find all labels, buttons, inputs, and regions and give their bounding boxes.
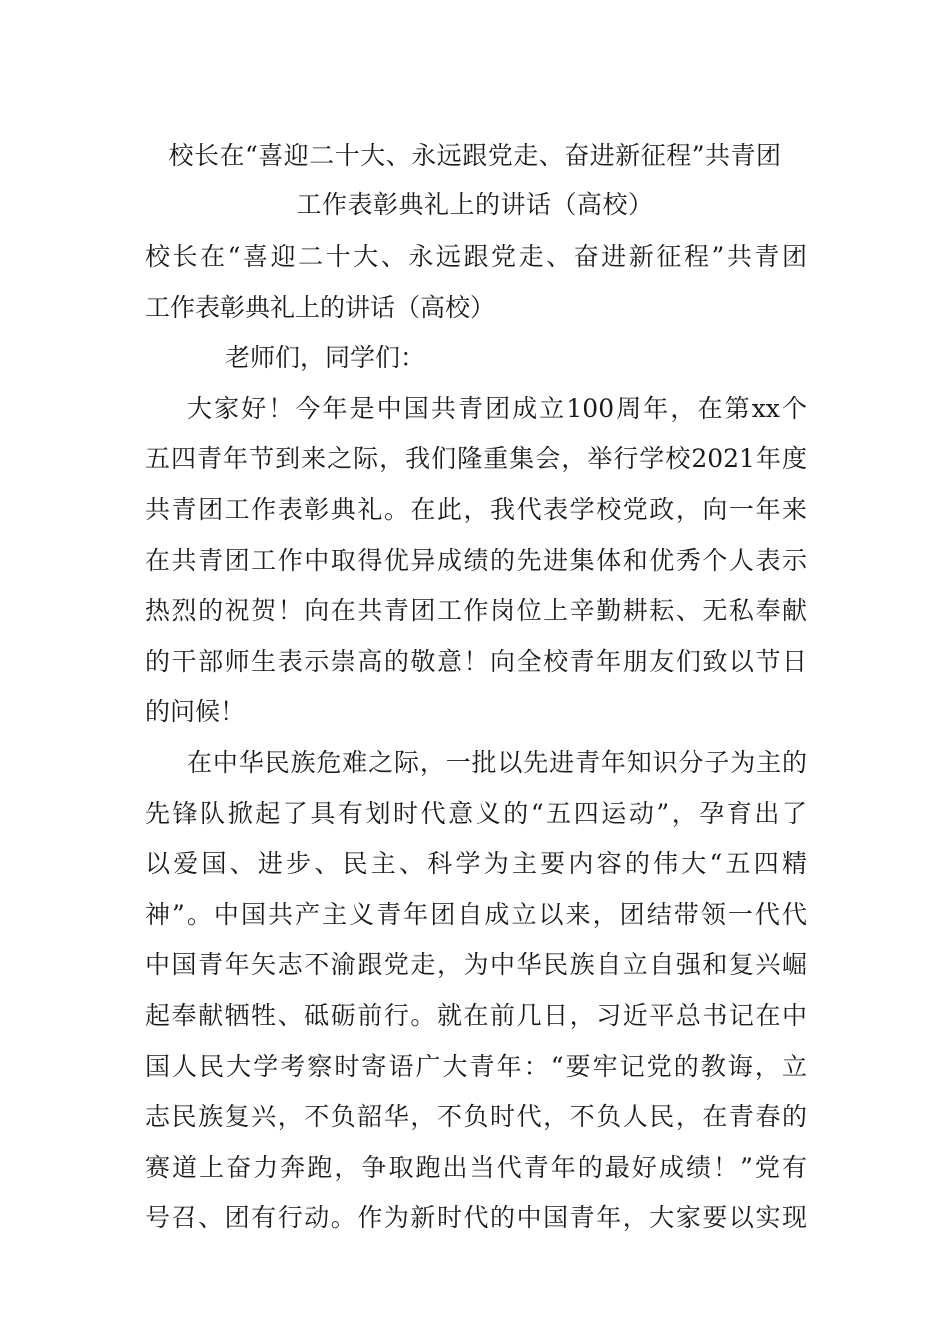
paragraph-line: 的干部师生表示崇高的敬意！向全校青年朋友们致以节日: [145, 646, 807, 676]
paragraph-2: [145, 738, 807, 1244]
paragraph-line: 以爱国、进步、民主、科学为主要内容的伟大“五四精: [145, 849, 807, 879]
document-body: [145, 232, 807, 1244]
paragraph-line: 神”。中国共产主义青年团自成立以来，团结带领一代代: [145, 899, 807, 929]
document-title-line-1: 校长在“喜迎二十大、永远跟党走、奋进新征程”共青团: [168, 141, 782, 170]
paragraph-line: 在共青团工作中取得优异成绩的先进集体和优秀个人表示: [145, 545, 807, 575]
paragraph-line: 五四青年节到来之际，我们隆重集会，举行学校2021年度: [145, 444, 807, 474]
paragraph-line: 起奉献牺牲、砥砺前行。就在前几日，习近平总书记在中: [145, 1000, 807, 1030]
paragraph-line: 中国青年矢志不渝跟党走，为中华民族自立自强和复兴崛: [145, 950, 807, 980]
paragraph-line: 国人民大学考察时寄语广大青年：“要牢记党的教诲，立: [145, 1051, 807, 1081]
document-title-line-2: 工作表彰典礼上的讲话（高校）: [296, 190, 654, 219]
repeated-title-line-1: 校长在“喜迎二十大、永远跟党走、奋进新征程”共青团: [145, 242, 807, 271]
paragraph-line: 大家好！今年是中国共青团成立100周年，在第xx个: [187, 393, 807, 423]
greeting: 老师们，同学们：: [225, 343, 426, 373]
paragraph-line: 志民族复兴，不负韶华，不负时代，不负人民，在青春的: [145, 1102, 807, 1132]
paragraph-line: 号召、团有行动。作为新时代的中国青年，大家要以实现: [145, 1203, 807, 1233]
repeated-title-line-2: 工作表彰典礼上的讲话（高校）: [145, 292, 496, 322]
paragraph-1: [145, 384, 807, 738]
paragraph-line: 先锋队掀起了具有划时代意义的“五四运动”，孕育出了: [145, 798, 807, 828]
paragraph-line: 共青团工作表彰典礼。在此，我代表学校党政，向一年来: [145, 494, 807, 524]
paragraph-line: 赛道上奋力奔跑，争取跑出当代青年的最好成绩！”党有: [145, 1152, 807, 1182]
paragraph-line: 在中华民族危难之际，一批以先进青年知识分子为主的: [187, 747, 807, 777]
paragraph-line: 的问候！: [145, 697, 246, 727]
paragraph-line: 热烈的祝贺！向在共青团工作岗位上辛勤耕耘、无私奉献: [145, 596, 807, 626]
